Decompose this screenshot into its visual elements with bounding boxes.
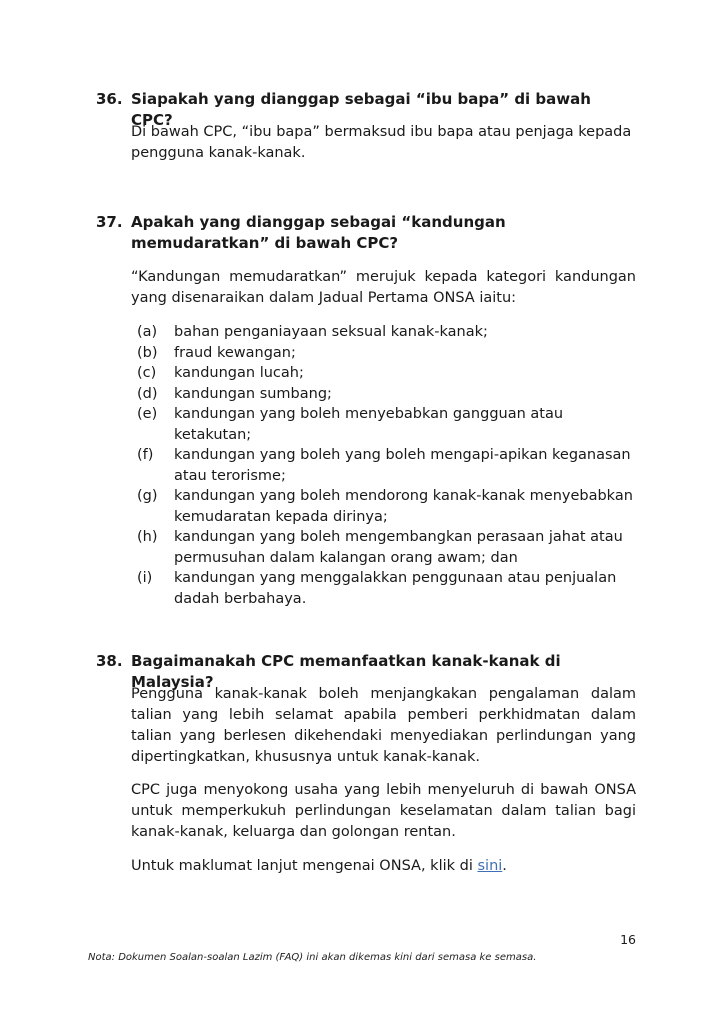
footer-note: Nota: Dokumen Soalan-soalan Lazim (FAQ) ini akan dikemas kini dari semasa ke semasa.	[88, 952, 537, 963]
list-item-label: (h)	[137, 529, 158, 545]
answer-37-intro: “Kandungan memudaratkan” merujuk kepada kategori kandungan yang disenaraikan dalam Jadual Pertama ONSA iaitu:	[131, 269, 636, 306]
list-item-label: (a)	[137, 324, 158, 340]
list-item	[137, 445, 637, 486]
answer-38-paragraph-1: Pengguna kanak-kanak boleh menjangkakan pengalaman dalam talian yang lebih selamat apabila pemberi perkhidmatan dalam talian yang berlesen dikehendaki menyediakan perlindungan yang dipertingkatkan, khususnya untuk kanak-kanak.	[131, 686, 636, 765]
list-item	[137, 384, 637, 405]
list-item-label: (d)	[137, 385, 158, 402]
question-37-heading	[96, 212, 636, 254]
list-item-text: kandungan yang boleh yang boleh mengapi-apikan keganasan atau terorisme;	[174, 447, 631, 484]
list-item	[137, 527, 637, 568]
list-item-text: kandungan yang menggalakkan penggunaan atau penjualan dadah berbahaya.	[174, 570, 617, 607]
list-item-label: (e)	[137, 406, 158, 422]
harmful-content-list	[137, 322, 637, 609]
list-item	[137, 343, 637, 364]
list-item	[137, 322, 637, 343]
link-suffix-text: .	[502, 858, 507, 874]
list-item-label: (g)	[137, 488, 158, 504]
list-item	[137, 486, 637, 527]
list-item-text: bahan penganiayaan seksual kanak-kanak;	[174, 324, 488, 340]
list-item-label: (b)	[137, 344, 158, 361]
list-item	[137, 363, 637, 384]
list-item-text: kandungan yang boleh mendorong kanak-kanak menyebabkan kemudaratan kepada dirinya;	[174, 488, 633, 525]
question-text: Apakah yang dianggap sebagai “kandungan memudaratkan” di bawah CPC?	[131, 213, 506, 252]
page-number: 16	[620, 932, 636, 947]
question-text: Siapakah yang dianggap sebagai “ibu bapa” di bawah CPC?	[131, 90, 591, 129]
list-item	[137, 568, 637, 609]
list-item-text: kandungan sumbang;	[174, 385, 332, 402]
list-item-text: kandungan lucah;	[174, 365, 304, 381]
link-prefix-text: Untuk maklumat lanjut mengenai ONSA, klik di	[131, 858, 478, 874]
question-text: Bagaimanakah CPC memanfaatkan kanak-kanak di Malaysia?	[131, 652, 561, 691]
answer-36: Di bawah CPC, “ibu bapa” bermaksud ibu bapa atau penjaga kepada pengguna kanak-kanak.	[131, 124, 632, 161]
question-number: 36.	[96, 90, 123, 108]
list-item-text: kandungan yang boleh menyebabkan gangguan atau ketakutan;	[174, 406, 564, 443]
list-item-label: (i)	[137, 570, 153, 586]
list-item	[137, 404, 637, 445]
answer-38-paragraph-3	[131, 856, 636, 877]
onsa-info-link[interactable]: sini	[477, 858, 503, 874]
question-number: 38.	[96, 652, 123, 670]
list-item-label: (f)	[137, 447, 154, 463]
answer-38-paragraph-2: CPC juga menyokong usaha yang lebih menyeluruh di bawah ONSA untuk memperkukuh perlindungan keselamatan dalam talian bagi kanak-kanak, keluarga dan golongan rentan.	[131, 782, 636, 840]
list-item-label: (c)	[137, 365, 157, 381]
list-item-text: kandungan yang boleh mengembangkan perasaan jahat atau permusuhan dalam kalangan orang awam; dan	[174, 529, 623, 566]
question-number: 37.	[96, 213, 123, 231]
list-item-text: fraud kewangan;	[174, 344, 296, 361]
